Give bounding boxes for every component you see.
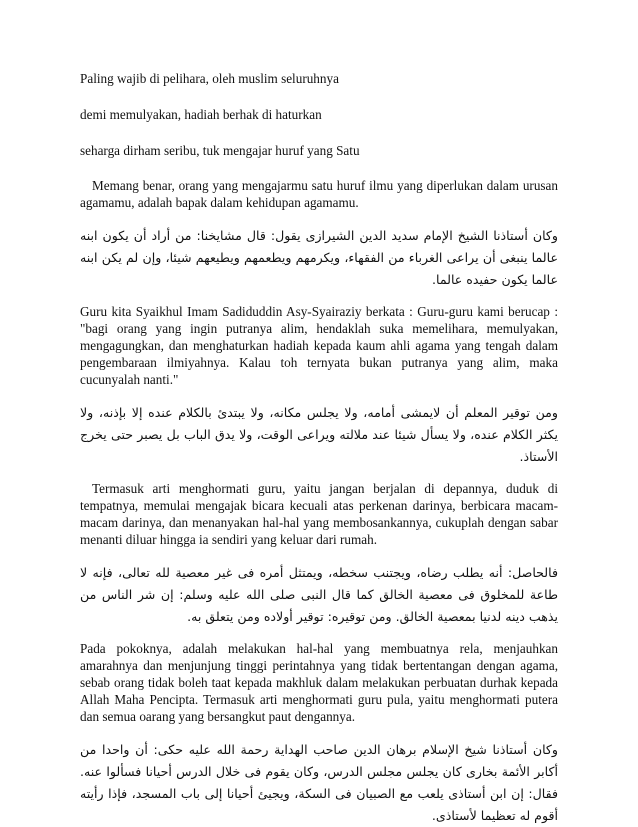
paragraph-1: Memang benar, orang yang mengajarmu satu huruf ilmu yang diperlukan dalam urusan agamamu, adalah bapak dalam kehidupan agamamu. [80, 178, 558, 210]
paragraph-3: Termasuk arti menghormati guru, yaitu jangan berjalan di depannya, duduk di tempatnya, memulai mengajak bicara kecuali atas perkenan darinya, berbicara macam-macam darinya, dan menanyakan hal-hal yang membosankannya, cukuplah dengan sabar menanti diluar hingga ia sendiri yang keluar dari rumah. [80, 481, 558, 547]
paragraph-4: Pada pokoknya, adalah melakukan hal-hal yang membuatnya rela, menjauhkan amarahnya dan menjunjung tinggi perintahnya yang tidak bertentangan dengan agama, sebab orang tidak boleh taat kepada makhluk dalam melakukan perbuatan durhak kepada Allah Maha Pencipta. Termasuk arti menghormati guru pula, yaitu menghormati putera dan semua oarang yang bersangkut paut dengannya. [80, 641, 558, 724]
verse-line-1: Paling wajib di pelihara, oleh muslim seluruhnya [80, 71, 339, 86]
arabic-paragraph-2: ومن توقير المعلم أن لايمشى أمامه، ولا يجلس مكانه، ولا يبتدئ بالكلام عنده إلا بإذنه، ولا يكثر الكلام عنده، ولا يسأل شيئا عند ملالته ويراعى الوقت، ولا يدق الباب بل يصبر حتى يخرج الأستاذ. [80, 405, 558, 464]
arabic-paragraph-3: فالحاصل: أنه يطلب رضاه، ويجتنب سخطه، ويمتثل أمره فى غير معصية لله تعالى، فإنه لا طاعة للمخلوق فى معصية الخالق كما قال النبى صلى الله عليه وسلم: إن شر الناس من يذهب دينه لدنيا بمعصية الخالق. ومن توقيره: توقير أولاده ومن يتعلق به. [80, 565, 558, 624]
arabic-paragraph-4: وكان أستاذنا شيخ الإسلام برهان الدين صاحب الهداية رحمة الله عليه حكى: أن واحدا من أكابر الأئمة بخارى كان يجلس مجلس الدرس، وكان يقوم فى خلال الدرس أحيانا فسألوا عنه. فقال: إن ابن أستاذى يلعب مع الصبيان فى السكة، ويجيئ أحيانا إلى باب المسجد، فإذا رأيته أقوم له تعظيما لأستاذى. [80, 742, 558, 823]
verse-line-2: demi memulyakan, hadiah berhak di haturkan [80, 107, 322, 122]
paragraph-2: Guru kita Syaikhul Imam Sadiduddin Asy-Syairaziy berkata : Guru-guru kami berucap : "bagi orang yang ingin putranya alim, hendaklah suka memelihara, memulyakan, mengagungkan, dan menghaturkan hadiah kepada kaum ahli agama yang tengah dalam pengembaraan ilmiyahnya. Kalau toh ternyata bukan putranya yang alim, maka cucunyalah nanti." [80, 304, 558, 387]
verse-line-3: seharga dirham seribu, tuk mengajar huruf yang Satu [80, 143, 360, 158]
arabic-paragraph-1: وكان أستاذنا الشيخ الإمام سديد الدين الشيرازى يقول: قال مشايخنا: من أراد أن يكون ابنه عالما ينبغى أن يراعى الغرباء من الفقهاء، ويكرمهم ويطعمهم ويطيعهم شيئا، وإن لم يكن ابنه عالما يكون حفيده عالما. [80, 228, 558, 287]
